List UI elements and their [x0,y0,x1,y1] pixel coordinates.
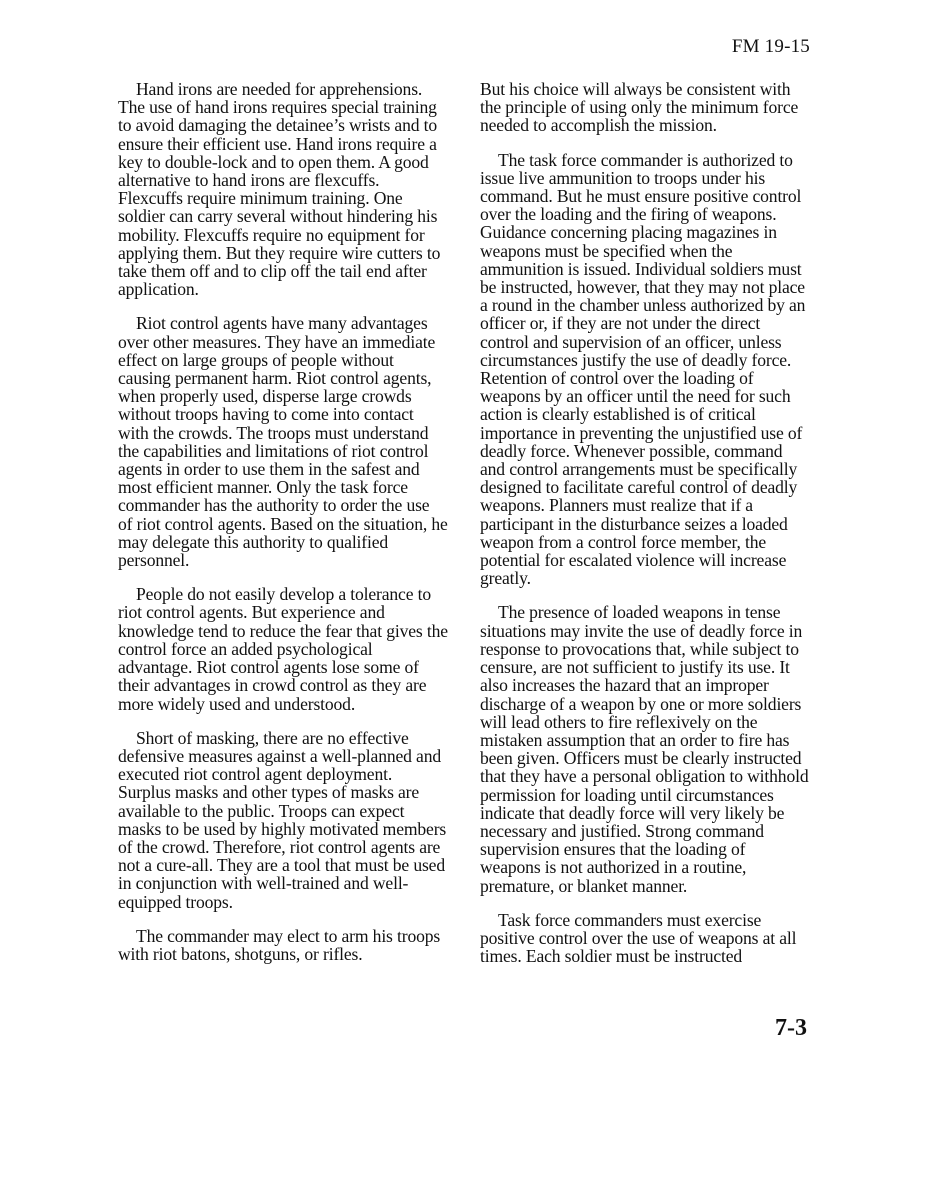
paragraph-arming-troops: The commander may elect to arm his troops with riot batons, shotguns, or rifles. [118,925,441,964]
page-number: 7-3 [775,1015,807,1041]
paragraph-riot-control-agents: Riot control agents have many advantages over other measures. They have an immediate effect on large groups of people without causing permanent harm. Riot control agents, when properly used, disperse large crowds without troops having to come into contact with the crowds. The troops must understand the capabilities and limitations of riot control agents in order to use them in the safest and most efficient manner. Only the task force commander has the authority to order the use of riot control agents. Based on the situation, he may delegate this authority to qualified personnel. [118,313,448,571]
paragraph-live-ammunition: The task force commander is authorized to issue live ammunition to troops under his command. But he must ensure positive control over the loading and the firing of weapons. Guidance concerning placing magazines in weapons must be specified when the ammunition is issued. Individual soldiers must be instructed, however, that they may not place a round in the chamber unless authorized by an officer or, if they are not under the direct control and supervision of an officer, unless circumstances justify the use of deadly force. Retention of control over the loading of weapons by an officer until the need for such action is clearly established is of critical importance in preventing the unjustified use of deadly force. Whenever possible, command and control arrangements must be specifically designed to facilitate careful control of deadly weapons. Planners must realize that if a participant in the disturbance seizes a loaded weapon from a control force member, the potential for escalated violence will increase greatly. [480,149,806,589]
paragraph-positive-control: Task force commanders must exercise positive control over the use of weapons at all times. Each soldier must be instructed [480,909,797,967]
left-column [118,80,448,979]
paragraph-loaded-weapons: The presence of loaded weapons in tense situations may invite the use of deadly force in response to provocations that, while subject to censure, are not sufficient to justify its use. It also increases the hazard that an improper discharge of a weapon by one or more soldiers will lead others to fire reflexively on the mistaken assumption that an order to fire has been given. Officers must be clearly instructed that they have a personal obligation to withhold permission for loading until circumstances indicate that deadly force will very likely be necessary and justified. Strong command supervision ensures that the loading of weapons is not authorized in a routine, premature, or blanket manner. [480,602,809,896]
manual-id-header: FM 19-15 [731,36,810,57]
paragraph-masking: Short of masking, there are no effective defensive measures against a well-planned and executed riot control agent deployment. Surplus masks and other types of masks are available to the public. Troops can expect masks to be used by highly motivated members of the crowd. Therefore, riot control agents are not a cure-all. They are a tool that must be used in conjunction with well-trained and well-equipped troops. [118,727,447,912]
paragraph-minimum-force: But his choice will always be consistent with the principle of using only the minimum force needed to accomplish the mission. [480,79,799,136]
paragraph-hand-irons: Hand irons are needed for apprehensions. The use of hand irons requires special training to avoid damaging the detainee’s wrists and to ensure their efficient use. Hand irons require a key to double-lock and to open them. A good alternative to hand irons are flexcuffs. Flexcuffs require minimum training. One soldier can carry several without hindering his mobility. Flexcuffs require no equipment for applying them. But they require wire cutters to take them off and to clip off the tail end after application. [118,79,441,300]
paragraph-tolerance: People do not easily develop a tolerance to riot control agents. But experience and knowledge tend to reduce the fear that gives the control force an added psychological advantage. Riot control agents lose some of their advantages in crowd control as they are more widely used and understood. [118,584,448,714]
right-column [480,80,810,981]
